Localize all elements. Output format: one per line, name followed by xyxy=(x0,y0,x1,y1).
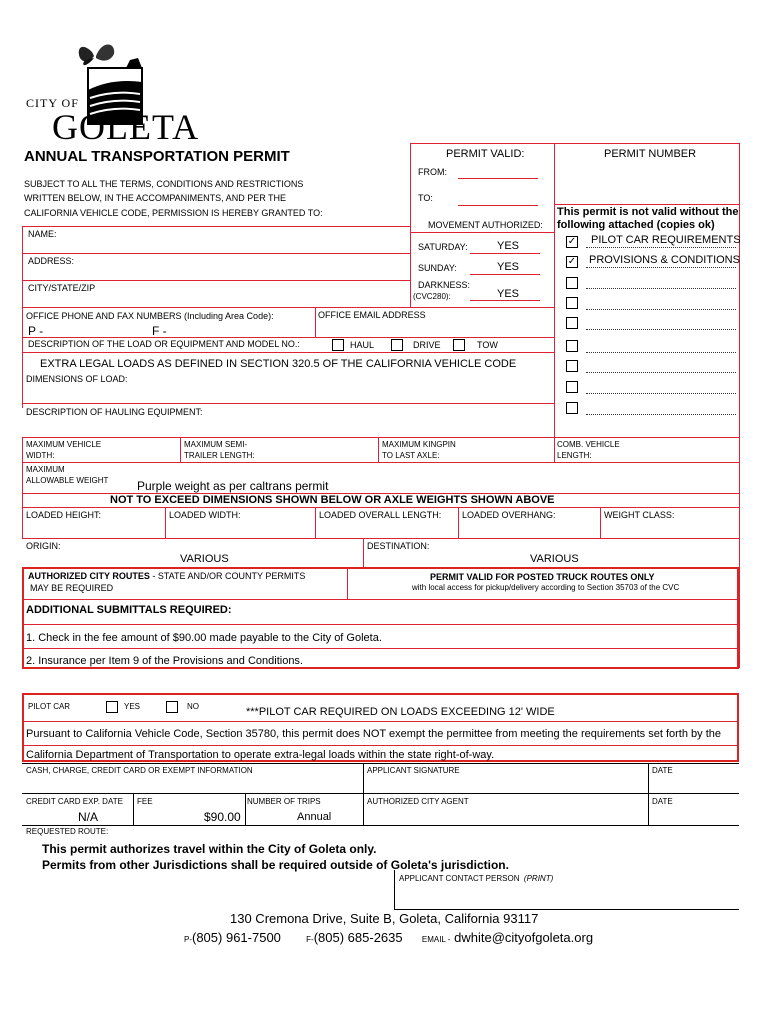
pilot-text-2: California Department of Transportation to operate extra-legal loads within the state right-of-way. xyxy=(26,749,495,761)
darkness-label: DARKNESS: xyxy=(418,280,471,290)
drive-checkbox[interactable] xyxy=(391,339,403,351)
phone-prefix: P - xyxy=(28,324,44,338)
max-weight-1: MAXIMUM xyxy=(26,465,65,474)
fee-label: FEE xyxy=(137,797,153,806)
pilot-car-label: PILOT CAR xyxy=(28,702,71,711)
max-vehicle-width-1: MAXIMUM VEHICLE xyxy=(26,440,102,449)
not-exceed-heading: NOT TO EXCEED DIMENSIONS SHOWN BELOW OR AXLE WEIGHTS SHOWN ABOVE xyxy=(110,494,555,506)
origin-label: ORIGIN: xyxy=(26,541,61,551)
destination-label: DESTINATION: xyxy=(367,541,430,551)
attachment-checkbox-8[interactable] xyxy=(566,381,578,393)
to-field[interactable] xyxy=(458,205,538,206)
attachments-heading-2: following attached (copies ok) xyxy=(557,219,715,231)
cvc-label: (CVC280): xyxy=(413,292,451,301)
attachment-checkbox-4[interactable] xyxy=(566,297,578,309)
destination-value: VARIOUS xyxy=(530,553,579,565)
origin-value: VARIOUS xyxy=(180,553,229,565)
max-weight-value: Purple weight as per caltrans permit xyxy=(137,479,329,493)
attachment-item-2: PROVISIONS & CONDITIONS xyxy=(589,254,740,266)
attachment-checkbox-1[interactable] xyxy=(566,236,578,248)
footer-notice-1: This permit authorizes travel within the City of Goleta only. xyxy=(42,842,377,856)
tow-checkbox[interactable] xyxy=(453,339,465,351)
authorized-agent-label: AUTHORIZED CITY AGENT xyxy=(367,797,469,806)
name-label: NAME: xyxy=(28,229,57,239)
attachment-item-1: PILOT CAR REQUIREMENTS xyxy=(591,234,741,246)
permit-valid-label: PERMIT VALID: xyxy=(446,148,525,160)
permit-valid-routes: PERMIT VALID FOR POSTED TRUCK ROUTES ONLY xyxy=(430,572,655,582)
intro-line-2: WRITTEN BELOW, IN THE ACCOMPANIMENTS, AND PER THE xyxy=(24,193,287,203)
pilot-yes-label: YES xyxy=(124,702,141,711)
pilot-notice: ***PILOT CAR REQUIRED ON LOADS EXCEEDING 12' WIDE xyxy=(246,706,555,718)
max-vehicle-width-2: WIDTH: xyxy=(26,451,55,460)
trips-value: Annual xyxy=(297,811,332,823)
phone-label: P- xyxy=(184,935,192,944)
max-kingpin-2: TO LAST AXLE: xyxy=(382,451,440,460)
contact-person-text: APPLICANT CONTACT PERSON xyxy=(399,874,520,883)
date-label-2: DATE xyxy=(652,797,673,806)
saturday-label: SATURDAY: xyxy=(418,242,468,252)
sunday-label: SUNDAY: xyxy=(418,263,457,273)
address-label: ADDRESS: xyxy=(28,256,75,266)
fee-value: $90.00 xyxy=(204,810,241,824)
email-label: EMAIL - xyxy=(421,935,451,944)
from-field[interactable] xyxy=(458,178,538,179)
permit-valid-routes-line2: with local access for pickup/delivery according to Section 35703 of the CVC xyxy=(412,583,680,592)
submittal-item-2: 2. Insurance per Item 9 of the Provisions and Conditions. xyxy=(26,655,303,667)
drive-label: DRIVE xyxy=(413,340,441,350)
from-label: FROM: xyxy=(418,167,447,177)
loaded-width-label: LOADED WIDTH: xyxy=(169,510,241,520)
logo-city-of: CITY OF xyxy=(26,96,79,110)
max-semi-1: MAXIMUM SEMI- xyxy=(184,440,248,449)
saturday-value: YES xyxy=(497,240,520,252)
pilot-yes-checkbox[interactable] xyxy=(106,701,118,713)
authorized-routes-bold: AUTHORIZED CITY ROUTES xyxy=(28,571,150,581)
description-load-label: DESCRIPTION OF THE LOAD OR EQUIPMENT AND MODEL NO.: xyxy=(28,339,300,349)
pilot-no-label: NO xyxy=(187,702,199,711)
cash-label: CASH, CHARGE, CREDIT CARD OR EXEMPT INFORMATION xyxy=(26,766,253,775)
submittal-item-1: 1. Check in the fee amount of $90.00 made payable to the City of Goleta. xyxy=(26,632,382,644)
attachments-heading-1: This permit is not valid without the xyxy=(557,206,739,218)
footer-contacts xyxy=(184,930,593,948)
sunday-value: YES xyxy=(497,261,520,273)
weight-class-label: WEIGHT CLASS: xyxy=(604,510,675,520)
hauling-equipment-label: DESCRIPTION OF HAULING EQUIPMENT: xyxy=(26,407,203,417)
attachment-checkbox-3[interactable] xyxy=(566,277,578,289)
loaded-overhang-label: LOADED OVERHANG: xyxy=(462,510,556,520)
max-weight-2: ALLOWABLE WEIGHT xyxy=(26,476,109,485)
authorized-routes-left xyxy=(28,571,305,582)
loaded-height-label: LOADED HEIGHT: xyxy=(26,510,102,520)
darkness-value: YES xyxy=(497,288,520,300)
loaded-overall-label: LOADED OVERALL LENGTH: xyxy=(319,510,442,520)
contact-print-text: (PRINT) xyxy=(523,874,554,883)
submittals-heading: ADDITIONAL SUBMITTALS REQUIRED: xyxy=(26,604,232,616)
pilot-text-1: Pursuant to California Vehicle Code, Section 35780, this permit does NOT exempt the permittee from meeting the requirements set forth by the xyxy=(26,728,721,740)
attachment-checkbox-9[interactable] xyxy=(566,402,578,414)
max-semi-2: TRAILER LENGTH: xyxy=(184,451,255,460)
check-icon: ✓ xyxy=(567,256,577,267)
office-email-label: OFFICE EMAIL ADDRESS xyxy=(318,310,426,320)
comb-vehicle-1: COMB. VEHICLE xyxy=(557,440,620,449)
cc-exp-label: CREDIT CARD EXP. DATE xyxy=(26,797,123,806)
attachment-checkbox-6[interactable] xyxy=(566,340,578,352)
dimensions-label: DIMENSIONS OF LOAD: xyxy=(26,374,128,384)
movement-authorized-label: MOVEMENT AUTHORIZED: xyxy=(428,220,543,230)
footer-notice-2: Permits from other Jurisdictions shall be required outside of Goleta's jurisdiction. xyxy=(42,858,509,872)
attachment-checkbox-7[interactable] xyxy=(566,360,578,372)
city-state-zip-label: CITY/STATE/ZIP xyxy=(28,283,96,293)
city-logo xyxy=(22,38,200,148)
phone-fax-label: OFFICE PHONE AND FAX NUMBERS (Including Area Code): xyxy=(26,311,274,321)
date-label-1: DATE xyxy=(652,766,673,775)
applicant-signature-label: APPLICANT SIGNATURE xyxy=(367,766,460,775)
intro-line-3: CALIFORNIA VEHICLE CODE, PERMISSION IS HEREBY GRANTED TO: xyxy=(24,208,323,218)
to-label: TO: xyxy=(418,193,433,203)
cc-exp-value: N/A xyxy=(78,810,99,824)
extra-legal-heading: EXTRA LEGAL LOADS AS DEFINED IN SECTION 320.5 OF THE CALIFORNIA VEHICLE CODE xyxy=(40,358,517,370)
haul-label: HAUL xyxy=(350,340,375,350)
fax-label: F- xyxy=(306,935,314,944)
attachment-checkbox-2[interactable] xyxy=(566,256,578,268)
max-kingpin-1: MAXIMUM KINGPIN xyxy=(382,440,456,449)
fax-value: (805) 685-2635 xyxy=(313,930,403,945)
permit-number-label: PERMIT NUMBER xyxy=(604,148,697,160)
contact-person-label xyxy=(399,874,553,884)
phone-value: (805) 961-7500 xyxy=(192,930,281,945)
haul-checkbox[interactable] xyxy=(332,339,344,351)
intro-line-1: SUBJECT TO ALL THE TERMS, CONDITIONS AND RESTRICTIONS xyxy=(24,179,304,189)
tow-label: TOW xyxy=(477,340,498,350)
check-icon: ✓ xyxy=(567,236,577,247)
trips-label: NUMBER OF TRIPS xyxy=(247,797,321,806)
attachment-checkbox-5[interactable] xyxy=(566,317,578,329)
authorized-routes-rest: - STATE AND/OR COUNTY PERMITS xyxy=(149,571,306,581)
authorized-routes-line2: MAY BE REQUIRED xyxy=(30,583,114,593)
comb-vehicle-2: LENGTH: xyxy=(557,451,592,460)
pilot-no-checkbox[interactable] xyxy=(166,701,178,713)
email-value[interactable]: dwhite@cityofgoleta.org xyxy=(454,930,594,945)
logo-goleta: GOLETA xyxy=(52,107,200,147)
requested-route-label: REQUESTED ROUTE: xyxy=(26,827,109,836)
footer-address: 130 Cremona Drive, Suite B, Goleta, California 93117 xyxy=(230,911,539,926)
page-title: ANNUAL TRANSPORTATION PERMIT xyxy=(24,148,290,165)
fax-prefix: F - xyxy=(152,324,167,338)
